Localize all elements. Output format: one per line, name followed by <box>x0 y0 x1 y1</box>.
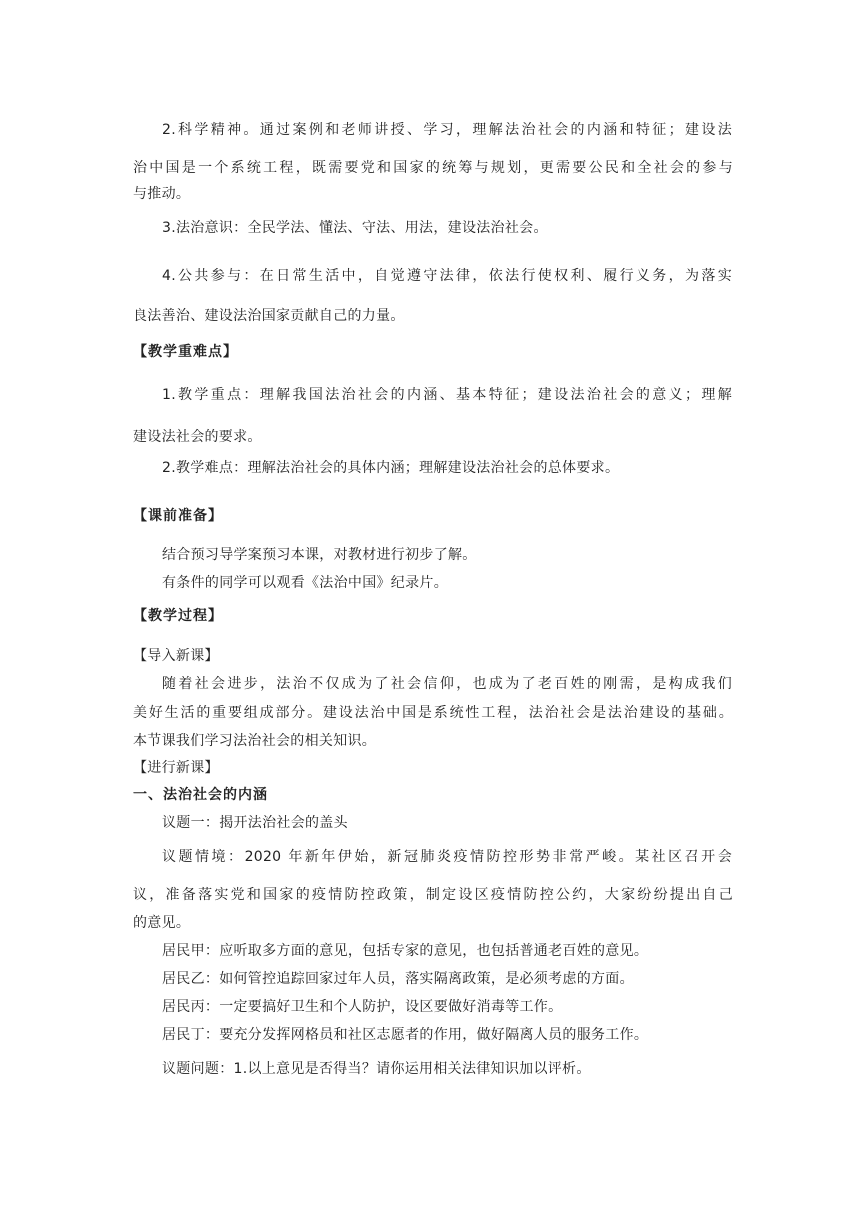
section-heading: 【教学过程】 <box>133 608 223 624</box>
text-line: 2.科学精神。通过案例和老师讲授、学习，理解法治社会的内涵和特征；建设法 <box>162 122 732 138</box>
text-line: 议题一：揭开法治社会的盖头 <box>162 815 348 831</box>
text-line: 2.教学难点：理解法治社会的具体内涵；理解建设法治社会的总体要求。 <box>162 460 620 476</box>
text-line: 建设法社会的要求。 <box>133 429 262 445</box>
section-heading: 【教学重难点】 <box>133 344 238 360</box>
subsection-heading: 【进行新课】 <box>133 760 219 776</box>
text-line: 议题情境：2020 年新年伊始，新冠肺炎疫情防控形势非常严峻。某社区召开会 <box>162 849 732 865</box>
text-line: 议题问题：1.以上意见是否得当？请你运用相关法律知识加以评析。 <box>162 1061 591 1077</box>
text-line: 居民丁：要充分发挥网格员和社区志愿者的作用，做好隔离人员的服务工作。 <box>162 1027 649 1043</box>
text-line: 随着社会进步，法治不仅成为了社会信仰，也成为了老百姓的刚需，是构成我们 <box>162 676 732 692</box>
text-line: 4.公共参与：在日常生活中，自觉遵守法律，依法行使权利、履行义务，为落实 <box>162 268 732 284</box>
text-line: 有条件的同学可以观看《法治中国》纪录片。 <box>162 575 448 591</box>
text-line: 1.教学重点：理解我国法治社会的内涵、基本特征；建设法治社会的意义；理解 <box>162 387 732 403</box>
text-line: 治中国是一个系统工程，既需要党和国家的统筹与规划，更需要公民和全社会的参与 <box>133 160 733 176</box>
section-heading: 【课前准备】 <box>133 508 223 524</box>
text-line: 与推动。 <box>133 186 191 202</box>
text-line: 居民乙：如何管控追踪回家过年人员，落实隔离政策，是必须考虑的方面。 <box>162 971 634 987</box>
text-line: 结合预习导学案预习本课，对教材进行初步了解。 <box>162 547 477 563</box>
section-title: 一、法治社会的内涵 <box>133 787 268 803</box>
text-line: 的意见。 <box>133 915 191 931</box>
text-line: 美好生活的重要组成部分。建设法治中国是系统性工程，法治社会是法治建设的基础。 <box>133 705 733 721</box>
text-line: 3.法治意识：全民学法、懂法、守法、用法，建设法治社会。 <box>162 220 548 236</box>
text-line: 良法善治、建设法治国家贡献自己的力量。 <box>133 308 405 324</box>
text-line: 本节课我们学习法治社会的相关知识。 <box>133 733 377 749</box>
subsection-heading: 【导入新课】 <box>133 648 219 664</box>
text-line: 议，准备落实党和国家的疫情防控政策，制定设区疫情防控公约，大家纷纷提出自己 <box>133 887 733 903</box>
text-line: 居民甲：应听取多方面的意见，包括专家的意见，也包括普通老百姓的意见。 <box>162 943 649 959</box>
text-line: 居民丙：一定要搞好卫生和个人防护，设区要做好消毒等工作。 <box>162 999 563 1015</box>
